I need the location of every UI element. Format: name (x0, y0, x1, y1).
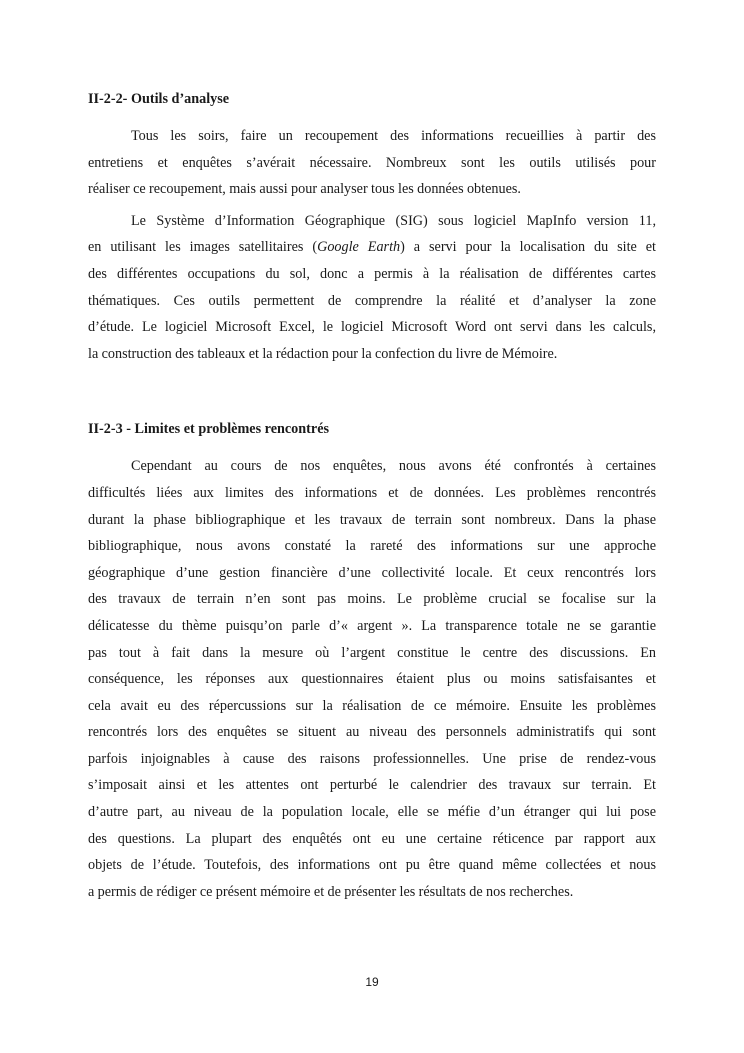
paragraph-line: d’étude. Le logiciel Microsoft Excel, le logiciel Microsoft Word ont servi dans les calculs, (88, 319, 656, 336)
paragraph-line: la construction des tableaux et la rédaction pour la confection du livre de Mémoire. (88, 345, 558, 362)
paragraph-line: des différentes occupations du sol, donc a permis à la réalisation de différentes cartes (88, 265, 656, 282)
paragraph-line: délicatesse du thème puisqu’on parle d’« argent ». La transparence totale ne se garantie (88, 617, 656, 634)
paragraph-recoupement (88, 123, 656, 203)
paragraph-line: conséquence, les réponses aux questionnaires étaient plus ou moins satisfaisantes et (88, 671, 656, 688)
paragraph-line: parfois injoignables à cause des raisons professionnelles. Une prise de rendez-vous (88, 750, 656, 767)
section-heading-outils-analyse: II-2-2- Outils d’analyse (88, 91, 230, 107)
italic-google-earth: Google Earth (317, 239, 401, 256)
paragraph-line: pas tout à fait dans la mesure où l’argent constitue le centre des discussions. En (88, 644, 656, 661)
document-page (88, 88, 656, 905)
paragraph-line: cela avait eu des répercussions sur la réalisation de ce mémoire. Ensuite les problèmes (88, 697, 656, 714)
line-text-after-italic: ) a servi pour la localisation du site et (400, 239, 656, 256)
paragraph-line: entretiens et enquêtes s’avérait nécessaire. Nombreux sont les outils utilisés pour (88, 154, 656, 171)
paragraph-limites (88, 453, 656, 905)
page-number: 19 (365, 975, 379, 989)
paragraph-line: réaliser ce recoupement, mais aussi pour analyser tous les données obtenues. (88, 181, 521, 198)
paragraph-line: Cependant au cours de nos enquêtes, nous avons été confrontés à certaines (131, 458, 656, 475)
line-text-before-italic: en utilisant les images satellitaires ( (88, 239, 318, 256)
section-heading-limites: II-2-3 - Limites et problèmes rencontrés (88, 421, 330, 438)
section-spacer (88, 367, 656, 418)
paragraph-line: durant la phase bibliographique et les travaux de terrain sont nombreux. Dans la phase (88, 511, 656, 528)
paragraph-line: géographique d’une gestion financière d’une collectivité locale. Et ceux rencontrés lors (88, 564, 656, 581)
paragraph-line: Le Système d’Information Géographique (SIG) sous logiciel MapInfo version 11, (131, 212, 656, 229)
paragraph-line: d’autre part, au niveau de la population locale, elle se méfie d’un étranger qui lui pose (88, 804, 656, 821)
paragraph-line: s’imposait ainsi et les attentes ont perturbé le calendrier des travaux sur terrain. Et (88, 777, 656, 794)
paragraph-line: difficultés liées aux limites des informations et de données. Les problèmes rencontrés (88, 484, 656, 501)
paragraph-line: a permis de rédiger ce présent mémoire et de présenter les résultats de nos recherches. (88, 883, 574, 900)
paragraph-line: objets de l’étude. Toutefois, des informations ont pu être quand même collectées et nous (88, 857, 656, 874)
paragraph-line: rencontrés lors des enquêtes se situent au niveau des personnels administratifs qui sont (88, 724, 656, 741)
paragraph-sig (88, 208, 656, 368)
paragraph-line-with-italic (88, 234, 656, 261)
paragraph-line: thématiques. Ces outils permettent de comprendre la réalité et d’analyser la zone (88, 292, 656, 309)
paragraph-line: Tous les soirs, faire un recoupement des informations recueillies à partir des (131, 128, 656, 144)
paragraph-line: des questions. La plupart des enquêtés ont eu une certaine réticence par rapport aux (88, 830, 656, 847)
paragraph-line: bibliographique, nous avons constaté la rareté des informations sur une approche (88, 538, 656, 555)
paragraph-line: des travaux de terrain n’en sont pas moins. Le problème crucial se focalise sur la (88, 591, 656, 608)
